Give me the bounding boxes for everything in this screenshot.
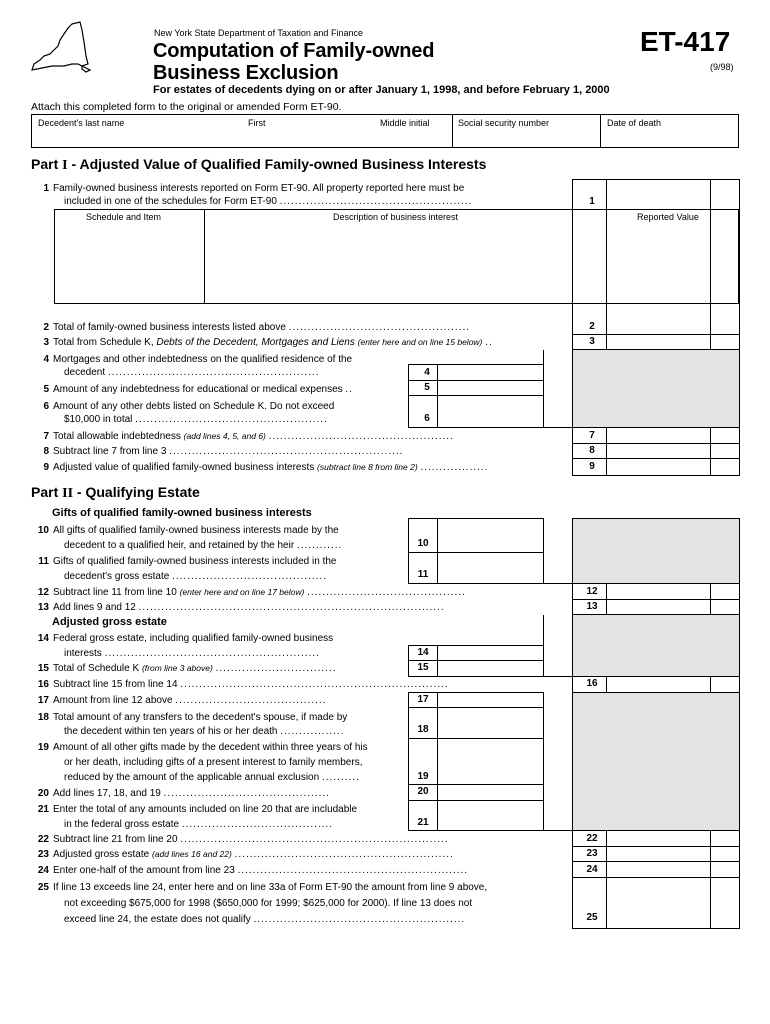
line3-input[interactable] [608, 336, 708, 349]
line2-input[interactable] [608, 321, 708, 334]
ssn-label: Social security number [458, 118, 550, 128]
line17-input[interactable] [439, 694, 542, 707]
box-number-12: 12 [586, 586, 598, 597]
box-number-21: 21 [417, 817, 429, 828]
box-number-9: 9 [589, 461, 595, 472]
line19-text-cont2: reduced by the amount of the applicable annual exclusion .......... [64, 772, 360, 783]
line15-input[interactable] [439, 662, 542, 675]
line20-input[interactable] [439, 786, 542, 799]
line21-text-cont: in the federal gross estate ........................................ [64, 819, 333, 830]
schedule-item-input[interactable] [56, 226, 202, 302]
col-description: Description of business interest [333, 212, 459, 222]
box-number-1: 1 [589, 196, 595, 207]
line19-text-cont1: or her death, including gifts of a present interest to family members, [64, 757, 363, 768]
form-title-line1: Computation of Family-owned [153, 40, 435, 62]
line7-input[interactable] [608, 430, 708, 443]
line18-text: 18 Total amount of any transfers to the decedent's spouse, if made by [37, 712, 348, 723]
line21-text: 21 Enter the total of any amounts included on line 20 that are includable [37, 804, 358, 815]
box-number-4: 4 [424, 367, 430, 378]
col-schedule-item: Schedule and Item [86, 212, 162, 222]
box-number-13: 13 [586, 601, 598, 612]
adjusted-gross-estate-subheading: Adjusted gross estate [52, 616, 167, 628]
line13-input[interactable] [608, 601, 708, 614]
line25-input[interactable] [608, 880, 708, 927]
date-of-death-label: Date of death [607, 118, 662, 128]
box-number-11: 11 [417, 569, 429, 580]
line7-text: 7 Total allowable indebtedness (add lines 4, 5, and 6) ................................................. [43, 431, 454, 442]
line8-text: 8 Subtract line 7 from line 3 .............................................................. [43, 446, 404, 457]
line6-input[interactable] [439, 398, 542, 426]
line11-text-cont: decedent's gross estate ......................................... [64, 571, 328, 582]
part2-title: Part II - Qualifying Estate [31, 484, 200, 501]
line14-input[interactable] [439, 647, 542, 660]
ssn-input[interactable] [455, 130, 598, 146]
line25-text-cont2: exceed line 24, the estate does not qualify ........................................................ [64, 914, 466, 925]
description-input[interactable] [206, 226, 570, 302]
attach-instruction: Attach this completed form to the original or amended Form ET-90. [31, 101, 342, 113]
line17-text: 17 Amount from line 12 above ........................................ [37, 695, 327, 706]
line19-text: 19 Amount of all other gifts made by the decedent within three years of his [37, 742, 368, 753]
box-number-5: 5 [424, 382, 430, 393]
line2-text: 2 Total of family-owned business interests listed above ................................................ [43, 322, 471, 333]
box-number-3: 3 [589, 336, 595, 347]
line5-text: 5 Amount of any indebtedness for educational or medical expenses .. [43, 384, 353, 395]
line15-text: 15 Total of Schedule K (from line 3 above) ................................ [37, 663, 337, 674]
line9-text: 9 Adjusted value of qualified family-owned business interests (subtract line 8 from line 2) .................. [43, 462, 489, 473]
box-number-10: 10 [417, 538, 429, 549]
ny-state-outline-logo [28, 20, 92, 78]
date-of-death-input[interactable] [603, 130, 737, 146]
box-number-2: 2 [589, 321, 595, 332]
decedent-last-name-label: Decedent's last name [38, 118, 125, 128]
line10-text-cont: decedent to a qualified heir, and retained by the heir ............ [64, 540, 343, 551]
line22-input[interactable] [608, 833, 708, 846]
line10-input[interactable] [439, 520, 542, 551]
line4-text: 4 Mortgages and other indebtedness on the qualified residence of the [43, 354, 353, 365]
box-number-18: 18 [417, 724, 429, 735]
line12-text: 12 Subtract line 11 from line 10 (enter here and on line 17 below) .......................................... [37, 587, 466, 598]
line10-text: 10 All gifts of qualified family-owned business interests made by the [37, 525, 339, 536]
box-number-6: 6 [424, 413, 430, 424]
box-number-23: 23 [586, 848, 598, 859]
line13-text: 13 Add lines 9 and 12 ................................................................................. [37, 602, 445, 613]
middle-initial-label: Middle initial [380, 118, 430, 128]
line22-text: 22 Subtract line 21 from line 20 ....................................................................... [37, 834, 449, 845]
line14-text-cont: interests ......................................................... [64, 648, 320, 659]
line24-text: 24 Enter one-half of the amount from line 23 ............................................................. [37, 865, 469, 876]
box-number-17: 17 [417, 694, 429, 705]
box-number-25: 25 [586, 912, 598, 923]
first-name-input[interactable] [246, 130, 376, 146]
line18-input[interactable] [439, 709, 542, 737]
line25-text-cont1: not exceeding $675,000 for 1998 ($650,000 for 1999; $625,000 for 2000). If line 13 does not [64, 898, 473, 909]
line1-text: 1 Family-owned business interests reported on Form ET-90. All property reported here must be [43, 183, 465, 194]
line1-text-cont: included in one of the schedules for Form ET-90 ................................................... [64, 196, 473, 207]
line6-text: 6 Amount of any other debts listed on Schedule K. Do not exceed [43, 401, 335, 412]
decedent-last-name-input[interactable] [34, 130, 244, 146]
line9-input[interactable] [608, 461, 708, 474]
line4-text-cont: decedent ........................................................ [64, 367, 320, 378]
line14-text: 14 Federal gross estate, including qualified family-owned business [37, 633, 334, 644]
line16-text: 16 Subtract line 15 from line 14 ....................................................................... [37, 679, 449, 690]
line3-text: 3 Total from Schedule K, Debts of the Decedent, Mortgages and Liens (enter here and on line 15 below) .. [43, 337, 493, 348]
line23-input[interactable] [608, 848, 708, 861]
box-number-15: 15 [417, 662, 429, 673]
line6-text-cont: $10,000 in total ................................................... [64, 414, 328, 425]
line23-text: 23 Adjusted gross estate (add lines 16 and 22) .......................................................... [37, 849, 454, 860]
line5-input[interactable] [439, 382, 542, 395]
line8-input[interactable] [608, 445, 708, 458]
box-number-24: 24 [586, 864, 598, 875]
box-number-22: 22 [586, 833, 598, 844]
line21-input[interactable] [439, 802, 542, 829]
box-number-19: 19 [417, 771, 429, 782]
box-number-16: 16 [586, 678, 598, 689]
part1-title: Part I - Adjusted Value of Qualified Family-owned Business Interests [31, 156, 487, 173]
line11-text: 11 Gifts of qualified family-owned business interests included in the [38, 556, 337, 567]
form-revision: (9/98) [710, 62, 734, 72]
box-number-8: 8 [589, 445, 595, 456]
reported-value-input[interactable] [608, 226, 708, 302]
form-number: ET-417 [640, 26, 731, 57]
form-title-line2: Business Exclusion [153, 62, 339, 84]
line18-text-cont: the decedent within ten years of his or her death ................. [64, 726, 345, 737]
line11-input[interactable] [439, 554, 542, 582]
line20-text: 20 Add lines 17, 18, and 19 ............................................ [37, 788, 330, 799]
form-subtitle: For estates of decedents dying on or after January 1, 1998, and before February 1, 2000 [153, 84, 610, 96]
line4-input[interactable] [439, 366, 542, 379]
line12-input[interactable] [608, 586, 708, 599]
agency-name: New York State Department of Taxation and Finance [154, 28, 363, 38]
line25-text: 25 If line 13 exceeds line 24, enter here and on line 33a of Form ET-90 the amount from line 9 above, [37, 882, 488, 893]
gifts-subheading: Gifts of qualified family-owned business interests [52, 507, 312, 519]
box-number-14: 14 [417, 647, 429, 658]
first-name-label: First [248, 118, 266, 128]
box-number-20: 20 [417, 786, 429, 797]
line16-input[interactable] [608, 678, 708, 691]
col-reported-value: Reported Value [637, 212, 699, 222]
line19-input[interactable] [439, 740, 542, 783]
box-number-7: 7 [589, 430, 595, 441]
middle-initial-input[interactable] [378, 130, 450, 146]
line24-input[interactable] [608, 864, 708, 877]
